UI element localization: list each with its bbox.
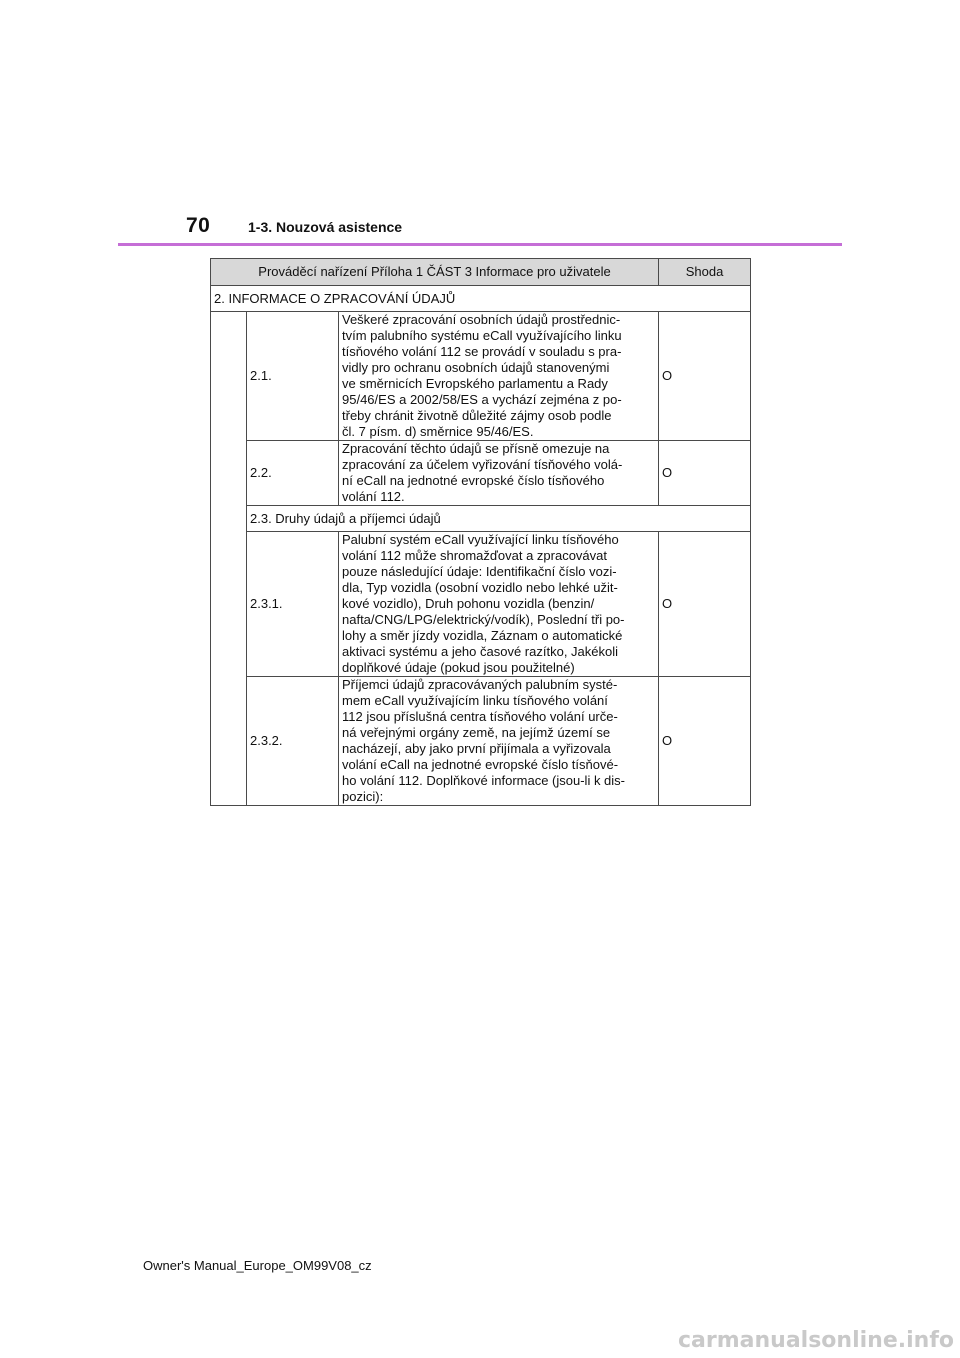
text-line: volání eCall na jednotné evropské číslo tísňové- bbox=[342, 757, 619, 772]
compliance-value: O bbox=[659, 677, 751, 806]
clause-text bbox=[339, 312, 659, 441]
watermark: carmanualsonline.info bbox=[678, 1328, 954, 1353]
table-row bbox=[211, 677, 751, 806]
text-line: pouze následující údaje: Identifikační číslo vozi- bbox=[342, 564, 617, 579]
text-line: volání 112 může shromažďovat a zpracovávat bbox=[342, 548, 607, 563]
text-line: nacházejí, aby jako první přijímala a vyřizovala bbox=[342, 741, 611, 756]
section-heading-2: 2. INFORMACE O ZPRACOVÁNÍ ÚDAJŮ bbox=[211, 286, 751, 312]
text-line: pozici): bbox=[342, 789, 384, 804]
text-line: aktivaci systému a jeho časové razítko, Jakékoli bbox=[342, 644, 619, 659]
text-line: Veškeré zpracování osobních údajů prostřednic- bbox=[342, 312, 621, 327]
clause-text bbox=[339, 677, 659, 806]
clause-number: 2.3.2. bbox=[247, 677, 339, 806]
section-row bbox=[211, 506, 751, 532]
column-header-compliance: Shoda bbox=[659, 259, 751, 286]
text-line: ní eCall na jednotné evropské číslo tísňového bbox=[342, 473, 605, 488]
compliance-value: O bbox=[659, 312, 751, 441]
text-line: Zpracování těchto údajů se přísně omezuje na bbox=[342, 441, 610, 456]
indent-cell bbox=[211, 312, 247, 806]
text-line: Příjemci údajů zpracovávaných palubním systé- bbox=[342, 677, 618, 692]
clause-number: 2.3.1. bbox=[247, 532, 339, 677]
clause-text bbox=[339, 441, 659, 506]
text-line: ve směrnicích Evropského parlamentu a Rady bbox=[342, 376, 608, 391]
clause-number: 2.1. bbox=[247, 312, 339, 441]
column-header-info: Prováděcí nařízení Příloha 1 ČÁST 3 Informace pro uživatele bbox=[211, 259, 659, 286]
text-line: lohy a směr jízdy vozidla, Záznam o automatické bbox=[342, 628, 623, 643]
table-row bbox=[211, 532, 751, 677]
text-line: 112 jsou příslušná centra tísňového volání urče- bbox=[342, 709, 618, 724]
text-line: ná veřejnými orgány země, na jejímž území se bbox=[342, 725, 611, 740]
page-number: 70 bbox=[186, 214, 211, 237]
compliance-value: O bbox=[659, 532, 751, 677]
text-line: doplňkové údaje (pokud jsou použitelné) bbox=[342, 660, 575, 675]
text-line: nafta/CNG/LPG/elektrický/vodík), Poslední tři po- bbox=[342, 612, 625, 627]
text-line: čl. 7 písm. d) směrnice 95/46/ES. bbox=[342, 424, 534, 439]
section-heading-2-3: 2.3. Druhy údajů a příjemci údajů bbox=[247, 506, 751, 532]
text-line: tvím palubního systému eCall využívajícího linku bbox=[342, 328, 622, 343]
section-title: 1-3. Nouzová asistence bbox=[248, 219, 403, 235]
table-row bbox=[211, 441, 751, 506]
regulation-table bbox=[210, 258, 751, 806]
text-line: tísňového volání 112 se provádí v souladu s pra- bbox=[342, 344, 622, 359]
text-line: zpracování za účelem vyřizování tísňového volá- bbox=[342, 457, 623, 472]
text-line: třeby chránit životně důležité zájmy osob podle bbox=[342, 408, 612, 423]
footer-document-id: Owner's Manual_Europe_OM99V08_cz bbox=[143, 1258, 372, 1273]
table-row bbox=[211, 312, 751, 441]
text-line: kové vozidlo), Druh pohonu vozidla (benzin/ bbox=[342, 596, 595, 611]
text-line: ho volání 112. Doplňkové informace (jsou-li k dis- bbox=[342, 773, 626, 788]
text-line: 95/46/ES a 2002/58/ES a vychází zejména z po- bbox=[342, 392, 622, 407]
text-line: volání 112. bbox=[342, 489, 405, 504]
text-line: Palubní systém eCall využívající linku tísňového bbox=[342, 532, 619, 547]
clause-number: 2.2. bbox=[247, 441, 339, 506]
text-line: mem eCall využívajícím linku tísňového volání bbox=[342, 693, 608, 708]
text-line: dla, Typ vozidla (osobní vozidlo nebo lehké užit- bbox=[342, 580, 618, 595]
text-line: vidly pro ochranu osobních údajů stanovenými bbox=[342, 360, 610, 375]
header-divider bbox=[118, 243, 842, 246]
table-header-row bbox=[211, 259, 751, 286]
clause-text bbox=[339, 532, 659, 677]
section-row bbox=[211, 286, 751, 312]
compliance-value: O bbox=[659, 441, 751, 506]
